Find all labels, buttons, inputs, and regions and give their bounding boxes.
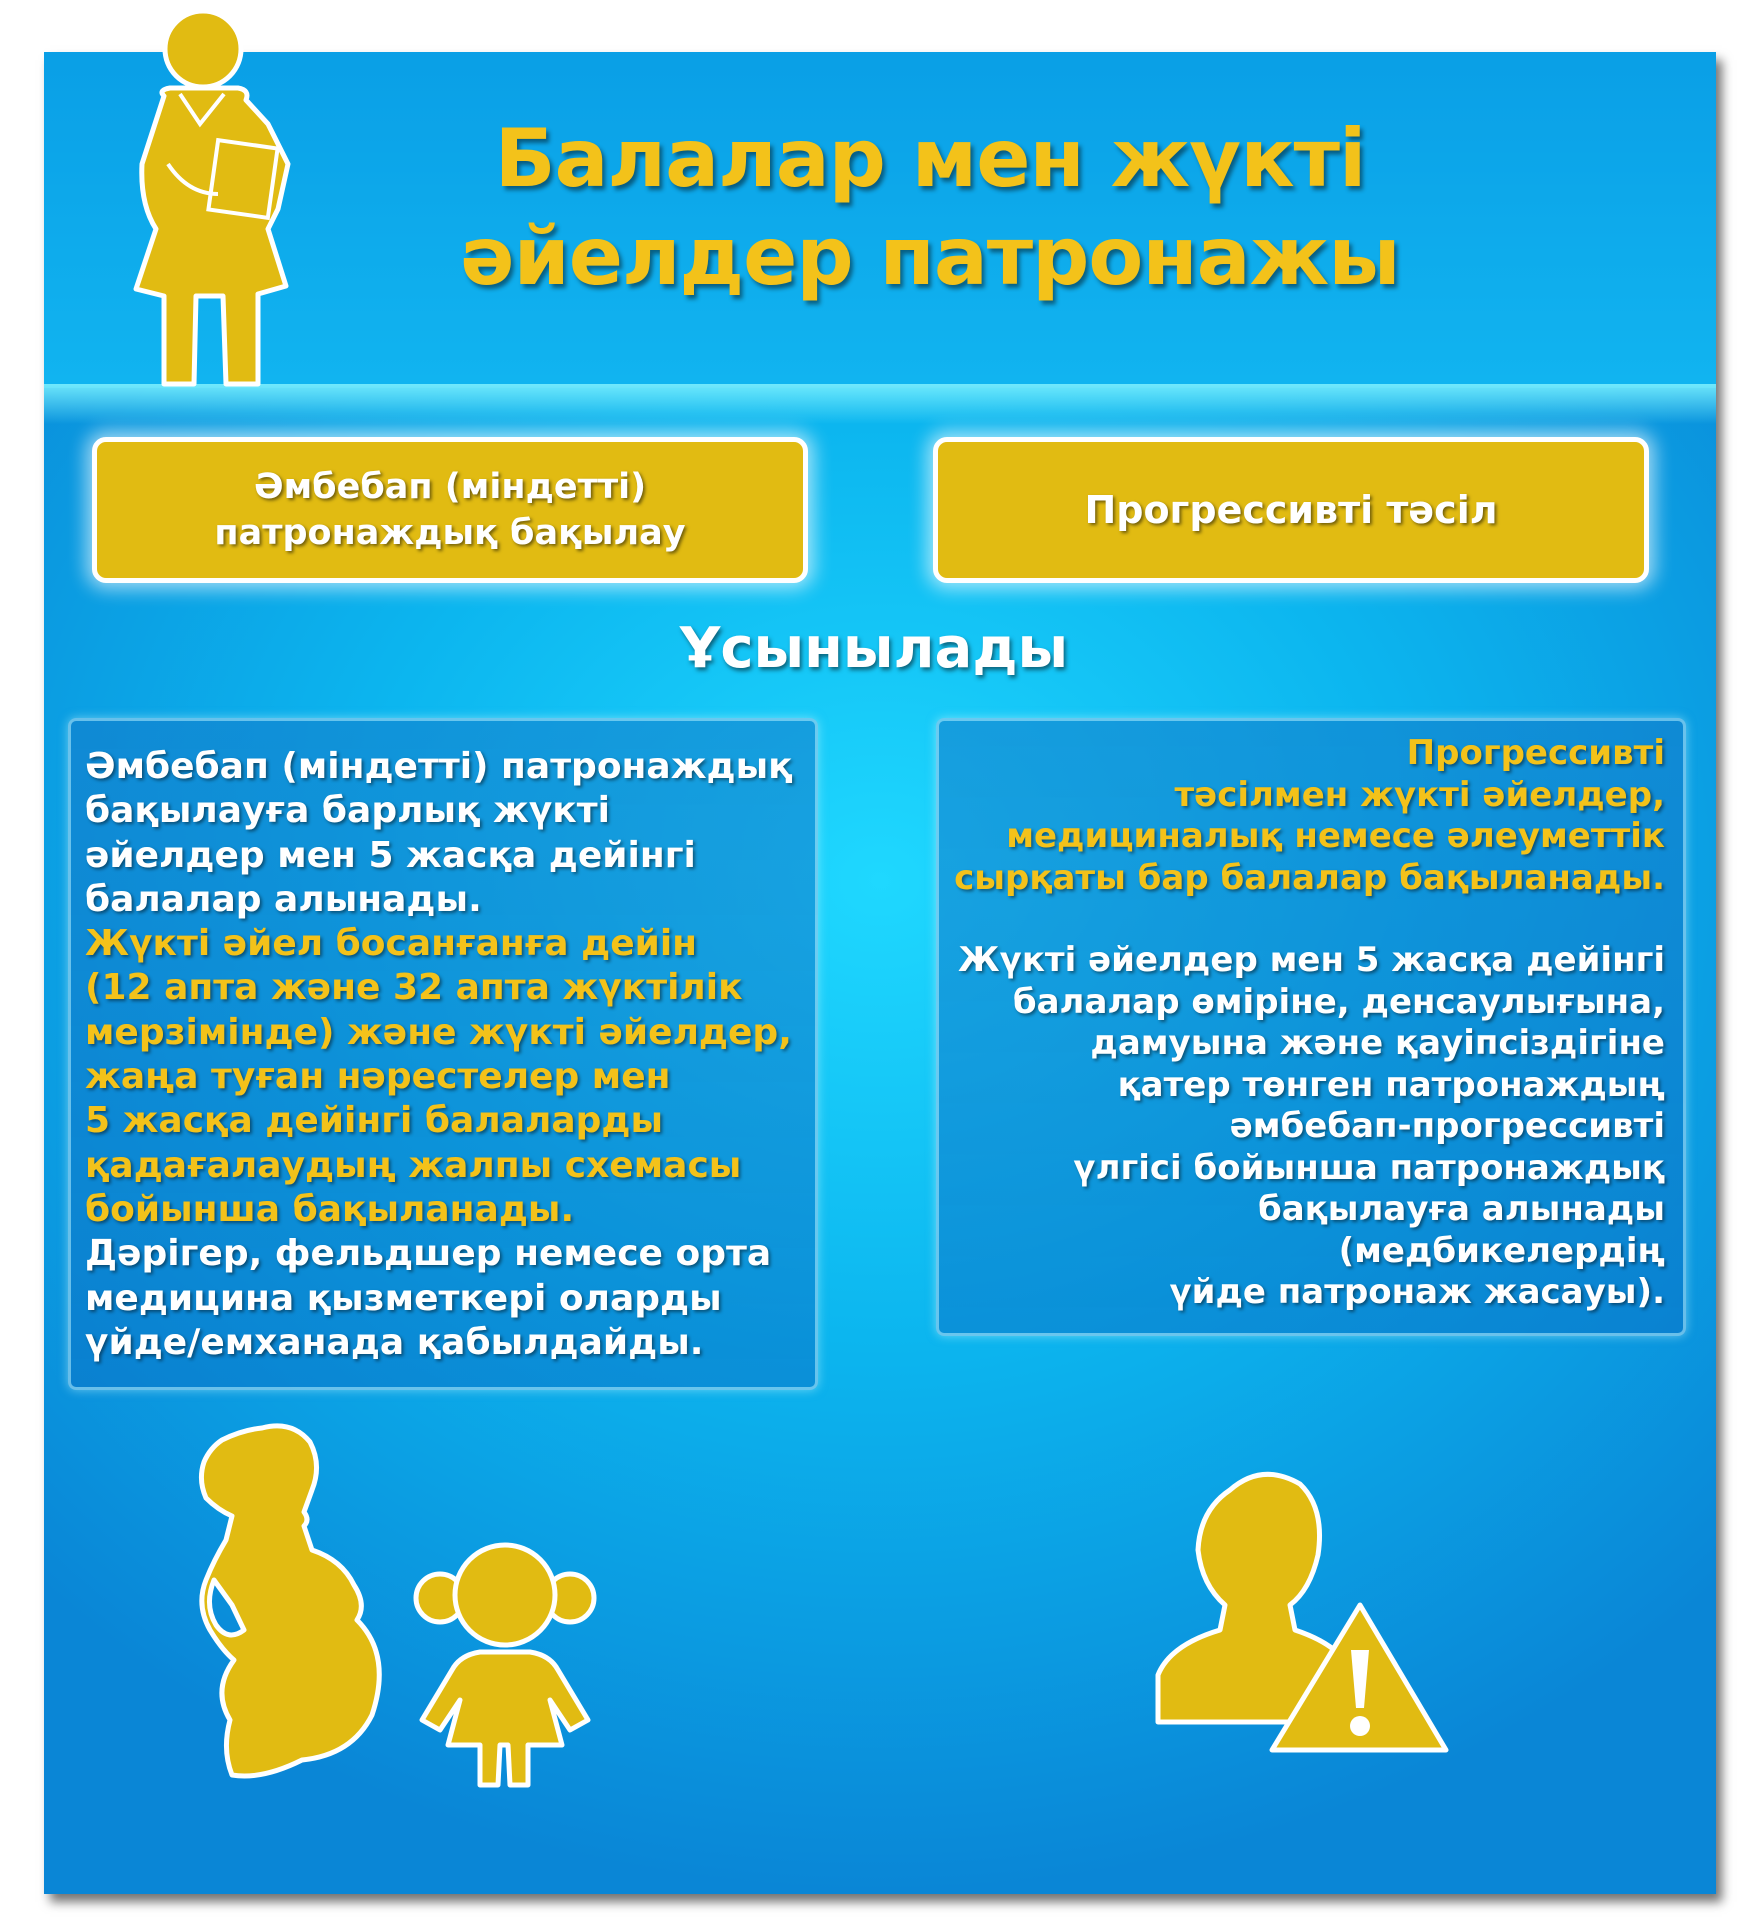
pregnant-woman-icon xyxy=(192,1420,392,1790)
text-line: қатер төнген патронаждың xyxy=(1117,1064,1665,1105)
text-line: медицина қызметкері оларды xyxy=(85,1277,722,1319)
text-line: әмбебап-прогрессивті xyxy=(1229,1106,1665,1146)
universal-patronage-line-1: Әмбебап (міндетті) xyxy=(253,467,647,507)
universal-info-text xyxy=(85,745,793,1365)
highlight-line: жаңа туған нәрестелер мен xyxy=(85,1056,671,1098)
text-line: бақылауға барлық жүкті xyxy=(85,790,610,832)
text-line: балалар алынады. xyxy=(85,878,482,920)
text-line: балалар өміріне, денсаулығына, xyxy=(1012,981,1665,1022)
nurse-icon xyxy=(128,4,298,396)
text-line: Жүкті әйелдер мен 5 жасқа дейінгі xyxy=(958,940,1665,980)
text-line: үйде/емханада қабылдайды. xyxy=(85,1321,704,1363)
highlight-line: (12 апта және 32 апта жүктілік xyxy=(85,967,743,1009)
text-line: үлгісі бойынша патронаждық xyxy=(1073,1147,1665,1188)
person-warning-icon xyxy=(1150,1460,1450,1760)
progressive-approach-button[interactable] xyxy=(933,437,1649,583)
highlight-line: медициналық немесе әлеуметтік xyxy=(1006,816,1665,856)
universal-info-panel xyxy=(68,718,818,1390)
text-line: дамуына және қауіпсіздігіне xyxy=(1090,1023,1665,1063)
highlight-line: тәсілмен жүкті әйелдер, xyxy=(1174,774,1665,815)
recommended-heading: Ұсынылады xyxy=(679,616,1069,681)
progressive-info-text xyxy=(954,733,1665,1314)
highlight-line: 5 жасқа дейінгі балаларды xyxy=(85,1100,664,1142)
highlight-line: мерзімінде) және жүкті әйелдер, xyxy=(85,1011,792,1053)
universal-patronage-button[interactable] xyxy=(92,437,808,583)
paragraph-gap xyxy=(954,899,1665,940)
title-line-2: әйелдер патронажы xyxy=(460,210,1400,303)
progressive-approach-label: Прогрессивті тәсіл xyxy=(1084,488,1498,532)
universal-patronage-line-2: патронаждық бақылау xyxy=(214,513,686,553)
text-line: (медбикелердің xyxy=(1338,1230,1665,1271)
progressive-info-panel xyxy=(936,718,1686,1336)
page-title xyxy=(430,110,1430,306)
text-line: үйде патронаж жасауы). xyxy=(1169,1272,1665,1312)
title-line-1: Балалар мен жүкті xyxy=(494,112,1366,205)
text-line: бақылауға алынады xyxy=(1258,1189,1665,1229)
highlight-line: бойынша бақыланады. xyxy=(85,1188,575,1230)
highlight-line: Жүкті әйел босанғанға дейін xyxy=(85,923,698,965)
text-line: Дәрігер, фельдшер немесе орта xyxy=(85,1233,772,1275)
text-line: Әмбебап (міндетті) патронаждық xyxy=(85,746,793,787)
highlight-line: қадағалаудың жалпы схемасы xyxy=(85,1144,742,1186)
highlight-line: сырқаты бар балалар бақыланады. xyxy=(954,857,1665,898)
highlight-line: Прогрессивті xyxy=(1406,733,1665,773)
child-girl-icon xyxy=(410,1540,600,1790)
text-line: әйелдер мен 5 жасқа дейінгі xyxy=(85,834,696,876)
